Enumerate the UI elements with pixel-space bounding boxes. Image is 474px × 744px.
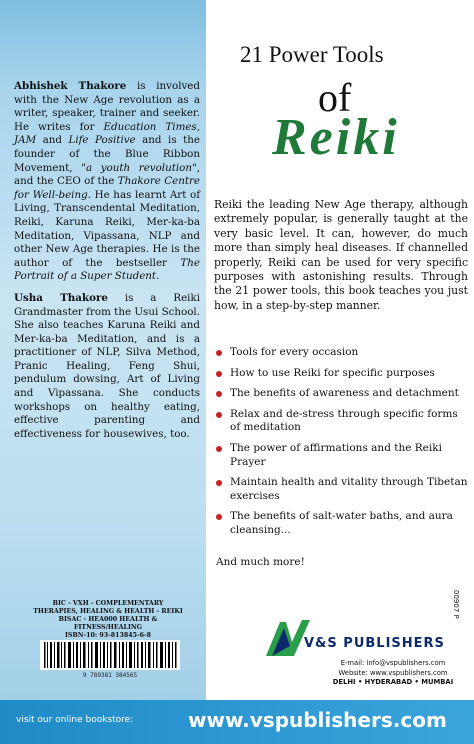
publisher-contact: E-mail: info@vspublishers.com Website: www.vspublishers.com DELHI • HYDERABAD • MUMBAI bbox=[332, 659, 454, 686]
feature-list bbox=[216, 346, 468, 545]
footer-label: visit our online bookstore: bbox=[16, 715, 134, 725]
bullet-icon bbox=[216, 446, 222, 452]
bio-abhishek: Abhishek Thakore is involved with the New Age revolution as a writer, speaker, trainer and seeker. He writes for Education Times, JAM and Life Positive and is the founder of the Blue Ribbon Movement, "a youth revolution", and the CEO of the Thakore Centre for Well-being. He has learnt Art of Living, Transcendental Meditation, Reiki, Karuna Reiki, Mer-ka-ba Meditation, Vipassana, NLP and other New Age therapies. He is the author of the bestseller The Portrait of a Super Student. bbox=[14, 80, 201, 283]
list-item: The power of affirmations and the Reiki Prayer bbox=[216, 442, 468, 469]
barcode-digits: 9 789381 384565 bbox=[82, 672, 138, 679]
list-item: Relax and de-stress through specific forms of meditation bbox=[216, 408, 468, 435]
author-name: Abhishek Thakore bbox=[14, 80, 127, 92]
and-much-more: And much more! bbox=[216, 556, 305, 568]
list-item: How to use Reiki for specific purposes bbox=[216, 367, 468, 381]
isbn-block: BIC - VXH - COMPLEMENTARY THERAPIES, HEALING & HEALTH - REIKI BISAC - HEA000 HEALTH & FITNESS/HEALING ISBN-10: 93-813845-6-8 bbox=[33, 600, 183, 639]
bullet-icon bbox=[216, 412, 222, 418]
book-description: Reiki the leading New Age therapy, although extremely popular, is generally taught at the very basic level. It can, however, do much more than simply heal diseases. If channelled properly, Reiki can be used for very specific purposes with astonishing results. Through the 21 power tools, this book teaches you just how, in a step-by-step manner. bbox=[214, 198, 468, 312]
list-item: The benefits of awareness and detachment bbox=[216, 387, 468, 401]
bullet-icon bbox=[216, 350, 222, 356]
bullet-icon bbox=[216, 514, 222, 520]
footer-url: www.vspublishers.com bbox=[188, 708, 447, 732]
title-reiki: Reiki bbox=[272, 109, 400, 166]
bullet-icon bbox=[216, 391, 222, 397]
title-line-2: of bbox=[318, 75, 352, 120]
author-panel bbox=[0, 0, 206, 744]
title-line-1: 21 Power Tools bbox=[240, 42, 384, 67]
barcode-icon bbox=[40, 640, 180, 670]
author-bios bbox=[14, 80, 200, 449]
author-name: Usha Thakore bbox=[14, 291, 108, 304]
publisher-name: V&S PUBLISHERS bbox=[304, 636, 445, 651]
product-code: 00907 P bbox=[452, 590, 460, 619]
list-item: Tools for every occasion bbox=[216, 346, 468, 360]
bullet-icon bbox=[216, 371, 222, 377]
bullet-icon bbox=[216, 480, 222, 486]
list-item: The benefits of salt-water baths, and aura cleansing... bbox=[216, 510, 468, 537]
list-item: Maintain health and vitality through Tibetan exercises bbox=[216, 476, 468, 503]
bio-usha: Usha Thakore is a Reiki Grandmaster from the Usui School. She also teaches Karuna Reiki and Mer-ka-ba Meditation, and is a practitioner of NLP, Silva Method, Pranic Healing, Feng Shui, pendulum dowsing, Art of Living and Vipassana. She conducts workshops on healthy eating, effective parenting and effectiveness for housewives, too. bbox=[14, 291, 200, 440]
